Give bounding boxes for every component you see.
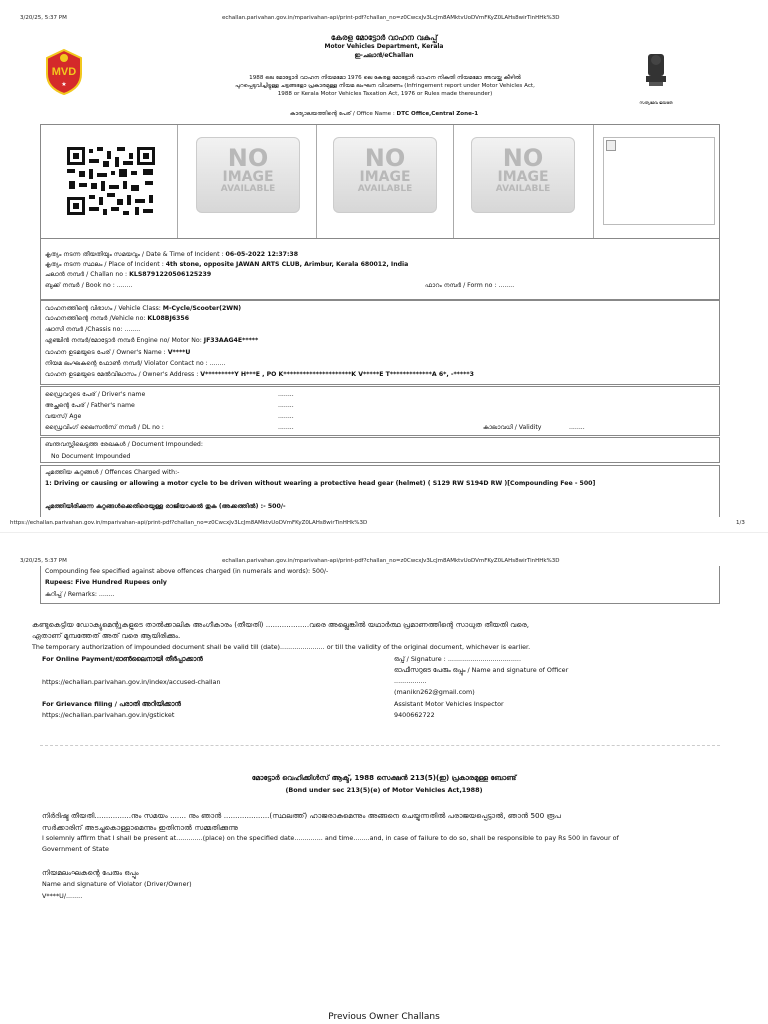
online-payment-link[interactable]: https://echallan.parivahan.gov.in/index/accused-challan bbox=[42, 678, 221, 686]
page-number: 1/3 bbox=[736, 520, 745, 526]
form-number: ഫാറം നമ്പർ / Form no : ........ bbox=[425, 282, 515, 289]
signature-line: ഒപ്പ് / Signature : .................................... bbox=[394, 655, 521, 663]
incident-place: കൃത്യം നടന്ന സ്ഥലം / Place of Incident : 4th stone, opposite JAWAN ARTS CLUB, Arimbur, Kerala 680012, India bbox=[45, 261, 409, 268]
validity-value: ........ bbox=[569, 424, 585, 431]
bond-en-1: I solemnly affirm that I shall be present at.............(place) on the specified date.............. and time........and, in case of failure to do so, shall be responsible to pay Rs 500 in favour of bbox=[42, 834, 619, 842]
footer-url: https://echallan.parivahan.gov.in/mparivahan-api/print-pdf?challan_no=z0CwcxJv3LcJm8AMktvUoDVmFKyZ0LAHs8wirTinHHk%3D bbox=[10, 520, 368, 526]
emblem-caption: സത്യമേവ ജയതേ bbox=[639, 100, 673, 105]
dl-number-value: ........ bbox=[278, 424, 294, 431]
bond-en-2: Government of State bbox=[42, 845, 109, 853]
bond-title-en: (Bond under sec 213(5)(e) of Motor Vehicles Act,1988) bbox=[285, 786, 483, 794]
violator-label-en: Name and signature of Violator (Driver/Owner) bbox=[42, 880, 192, 888]
document-section bbox=[40, 437, 720, 463]
driver-section bbox=[40, 386, 720, 436]
subtitle-line-1: 1988 ലെ മോട്ടോർ വാഹന നിയമമോ 1976 ലെ കേരള മോട്ടോർ വാഹന നികുതി നിയമമോ അവയ്ക്കു കീഴിൽ bbox=[249, 75, 521, 81]
header-url-2: echallan.parivahan.gov.in/mparivahan-api/print-pdf?challan_no=z0CwcxJv3LcJm8AMktvUoDVmFKyZ0LAHs8wirTinHHk%3D bbox=[222, 558, 560, 564]
title-echallan: ഇ-ചലാൻ/eChallan bbox=[354, 52, 414, 59]
subtitle-block bbox=[165, 74, 605, 98]
divider bbox=[40, 745, 720, 746]
document-value: No Document Impounded bbox=[51, 453, 131, 460]
officer-name-dots: ................ bbox=[394, 677, 427, 685]
office-value: DTC Office,Central Zone-1 bbox=[396, 111, 479, 117]
dl-number: ഡ്രൈവിംഗ് ലൈസൻസ് നമ്പർ / DL no : bbox=[45, 424, 164, 431]
offence-item: 1: Driving or causing or allowing a motor cycle to be driven without wearing a protective head gear (helmet) ( S129 RW S194D RW )[Compounding Fee - 500] bbox=[45, 480, 596, 487]
violator-label-ml: നിയമലംഘകന്റെ പേരും ഒപ്പും bbox=[42, 868, 139, 877]
qr-code bbox=[65, 145, 157, 217]
vehicle-section bbox=[40, 300, 720, 385]
header-datetime-2: 3/20/25, 5:37 PM bbox=[20, 558, 67, 564]
title-ml: കേരള മോട്ടോർ വാഹന വകുപ്പ് bbox=[330, 33, 438, 42]
violator-value: V****U/........ bbox=[42, 892, 83, 900]
chassis-number: ഷാസി നമ്പർ /Chassis no: ........ bbox=[45, 326, 141, 333]
officer-phone: 9400662722 bbox=[394, 711, 435, 719]
officer-email: (manikn262@gmail.com) bbox=[394, 688, 475, 696]
father-name: അച്ഛന്റെ പേര് / Father's name bbox=[45, 402, 135, 409]
header-url: echallan.parivahan.gov.in/mparivahan-api/print-pdf?challan_no=z0CwcxJv3LcJm8AMktvUoDVmFKyZ0LAHs8wirTinHHk%3D bbox=[222, 15, 560, 21]
grievance-label: For Grievance filing / പരാതി അറിയിക്കാൻ bbox=[42, 700, 181, 708]
temp-auth-ml-2: ഏതാണ് മുമ്പത്തേത് അത് വരെ ആയിരിക്കും. bbox=[32, 631, 181, 640]
temp-auth-ml-1: കണ്ടുകെട്ടിയ ഡോക്യുമെന്റുകളുടെ താൽക്കാലിക അംഗീകാരം (തീയതി) ...................വരെ അല്ലെങ്കിൽ യഥാർത്ഥ പ്രമാണത്തിന്റെ സാധുത തീയതി വരെ, bbox=[32, 620, 530, 629]
broken-image-icon bbox=[606, 140, 616, 151]
image-panel bbox=[40, 124, 720, 239]
subtitle-line-2: പുറപ്പെടുവിച്ചിട്ടുള്ള ചട്ടങ്ങളോ പ്രകാരമുള്ള നിയമ ലംഘന വിവരണം (Infringement report under Motor Vehicles Act, bbox=[235, 83, 535, 89]
previous-owner-challans-link[interactable]: Previous Owner Challans bbox=[328, 1012, 440, 1022]
incident-datetime: കൃത്യം നടന്ന തീയതിയും സമയവും / Date & Time of Incident : 06-05-2022 12:37:38 bbox=[45, 251, 299, 258]
bond-title-ml: മോട്ടോർ വെഹിക്കിൾസ് ആക്ട്, 1988 സെക്ഷൻ 213(5)(ഇ) പ്രകാരമുള്ള ബോണ്ട് bbox=[251, 774, 517, 782]
office-name bbox=[0, 111, 768, 118]
engine-number: എഞ്ചിൻ നമ്പർ/മോട്ടോർ നമ്പർ Engine no/ Motor No: JF33AAG4E***** bbox=[45, 337, 259, 344]
owner-address: വാഹന ഉടമയുടെ മേൽവിലാസം / Owner's Address : V*********Y H***E , PO K*********************K V*****E T*************A 6*, -*****3 bbox=[45, 371, 474, 378]
book-number: ബുക്ക് നമ്പർ / Book no : ........ bbox=[45, 282, 133, 289]
owner-name: വാഹന ഉടമയുടെ പേര് / Owner's Name : V****U bbox=[45, 349, 191, 356]
challan-number: ചലാൻ നമ്പർ / Challan no : KLS8791220506125239 bbox=[45, 271, 212, 278]
broken-image bbox=[603, 137, 715, 225]
remarks: കുറിപ്പ് / Remarks: ........ bbox=[45, 591, 115, 598]
age-value: ........ bbox=[278, 413, 294, 420]
no-image-placeholder-2: NO IMAGE AVAILABLE bbox=[333, 137, 437, 213]
title-block bbox=[0, 33, 768, 60]
office-label: കാര്യാലയത്തിന്റെ പേര് / Office Name : bbox=[289, 111, 397, 117]
officer-designation: Assistant Motor Vehicles Inspector bbox=[394, 700, 504, 708]
no-image-placeholder-3: NO IMAGE AVAILABLE bbox=[471, 137, 575, 213]
vehicle-class: വാഹനത്തിന്റെ വിഭാഗം / Vehicle Class: M-Cycle/Scooter(2WN) bbox=[45, 305, 242, 312]
online-payment-label: For Online Payment/ഓൺലൈനായി തീർപ്പാക്കാൻ bbox=[42, 655, 203, 663]
compound-section bbox=[40, 566, 720, 604]
header-datetime: 3/20/25, 5:37 PM bbox=[20, 15, 67, 21]
document-label: ബന്തവസ്സിലെടുത്ത രേഖകൾ / Document Impounded: bbox=[45, 441, 203, 448]
no-image-placeholder-1: NO IMAGE AVAILABLE bbox=[196, 137, 300, 213]
officer-name-label: ഓഫീസറുടെ പേരും ഒപ്പും / Name and signature of Officer bbox=[394, 666, 569, 674]
compound-ml: ചുമത്തിയിരിക്കുന്ന കുറ്റങ്ങൾക്കെതിരെയുള്ള രാജിയാക്കൽ തുക (അക്കത്തിൽ) :- 500/- bbox=[45, 503, 286, 510]
incident-section bbox=[40, 239, 720, 300]
bond-ml-2: സർക്കാരിന് അടച്ചുകൊള്ളാമെന്നും ഇതിനാൽ സമ്മതിക്കുന്നു bbox=[42, 823, 239, 832]
age: വയസ്/ Age bbox=[45, 413, 82, 420]
logo-text: MVD bbox=[51, 66, 77, 78]
driver-name-value: ........ bbox=[278, 391, 294, 398]
grievance-link[interactable]: https://echallan.parivahan.gov.in/gsticket bbox=[42, 711, 175, 719]
svg-text:★: ★ bbox=[61, 81, 67, 88]
offences-label: ചുമത്തിയ കുറ്റങ്ങൾ / Offences Charged with:- bbox=[45, 469, 180, 476]
subtitle-line-3: 1988 or Kerala Motor Vehicles Taxation Act, 1976 or Rules made thereunder) bbox=[277, 91, 493, 97]
temp-auth-en: The temporary authorization of impounded document shall be valid till (date)...................... or till the validity of the original document, whichever is earlier. bbox=[32, 643, 531, 651]
rupees-words: Rupees: Five Hundred Rupees only bbox=[45, 579, 167, 586]
title-en: Motor Vehicles Department, Kerala bbox=[324, 43, 444, 50]
father-name-value: ........ bbox=[278, 402, 294, 409]
driver-name: ഡ്രൈവറുടെ പേര് / Driver's name bbox=[45, 391, 146, 398]
vehicle-number: വാഹനത്തിന്റെ നമ്പർ /Vehicle no: KL08BJ6356 bbox=[45, 315, 189, 322]
validity-label: കാലാവധി / Validity bbox=[483, 424, 542, 431]
offences-section bbox=[40, 465, 720, 517]
violator-contact: നിയമ ലംഘകന്റെ ഫോൺ നമ്പർ/ Violator Contact no : ........ bbox=[45, 360, 226, 367]
compound-en: Compounding fee specified against above offences charged (in numerals and words): 500/- bbox=[45, 568, 329, 575]
bond-ml-1: നിർദിഷ്ട തീയതി................നും സമയം ....... നും ഞാൻ ....................(സ്ഥലത്ത്) ഹാജരാകുമെന്നും അങ്ങനെ ചെയ്യുന്നതിൽ പരാജയപ്പെട്ടാൽ, ഞാൻ 500 രൂപ bbox=[42, 811, 561, 820]
